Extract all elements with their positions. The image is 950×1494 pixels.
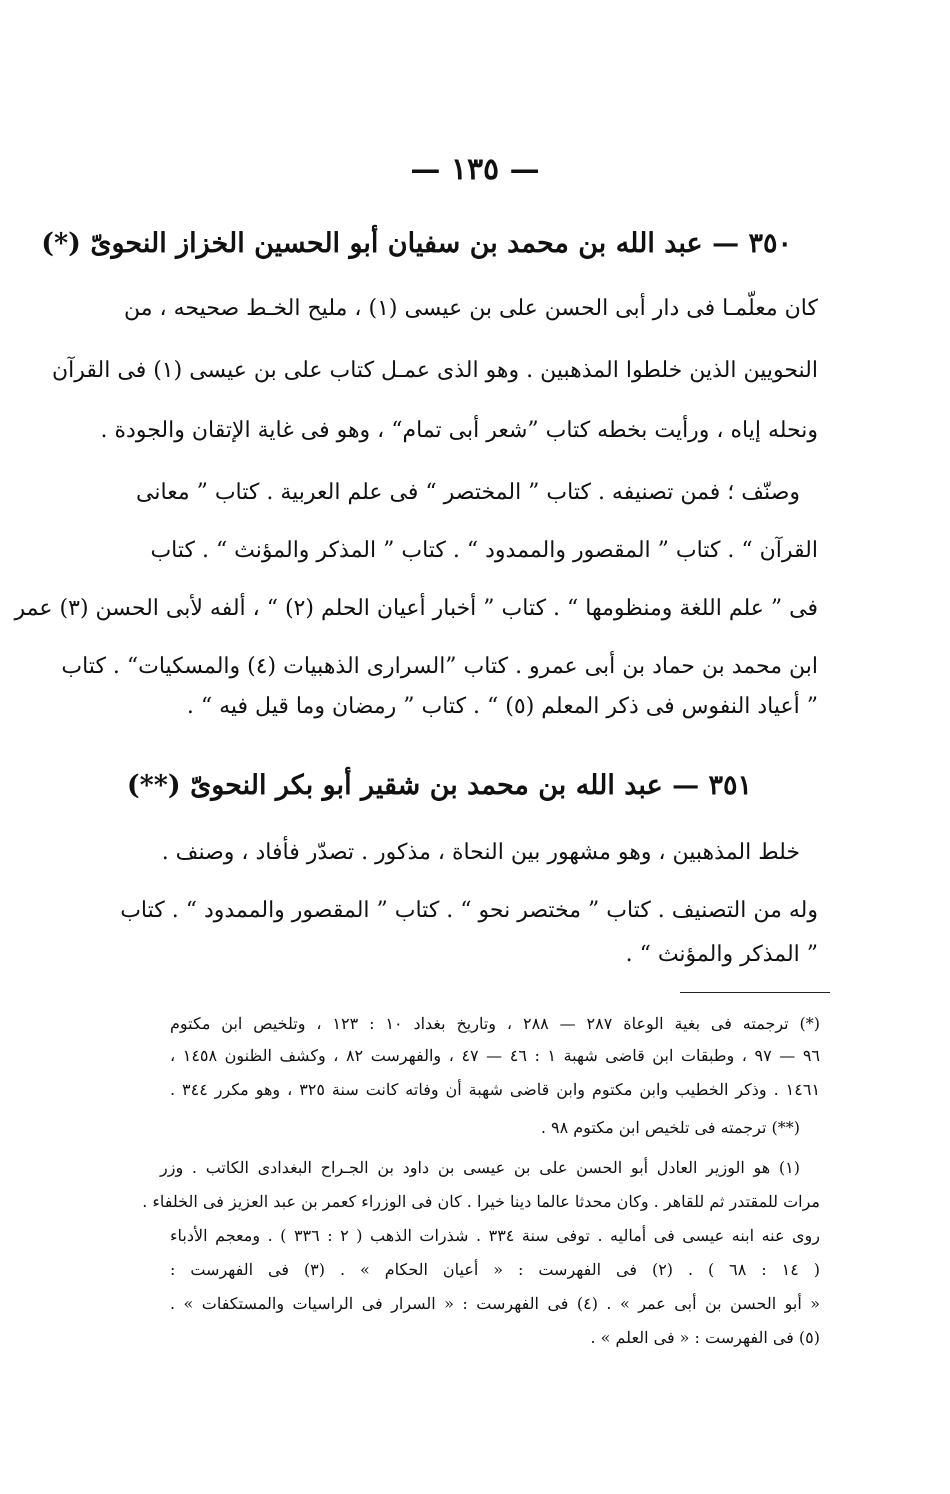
footnote-line: ١٤٦١ . وذكر الخطيب وابن مكتوم وابن قاضى شهبة أن وفاته كانت سنة ٣٢٥ ، وهو مكرر ٣٤٤ .	[170, 1080, 821, 1099]
footnote-line: ٩٦ — ٩٧ ، وطبقات ابن قاضى شهبة ١ : ٤٦ — ٤٧ ، والفهرست ٨٢ ، وكشف الظنون ١٤٥٨ ،	[170, 1046, 821, 1065]
entry-351-line: ” المذكر والمؤنث “ .	[625, 942, 818, 967]
entry-351-line: وله من التصنيف . كتاب ” مختصر نحو “ . كتاب ” المقصور والممدود “ . كتاب	[120, 898, 818, 923]
entry-350-line: كان معلّمـا فى دار أبى الحسن على بن عيسى (١) ، مليح الخـط صحيحه ، من	[124, 296, 818, 321]
entry-350-line: ابن محمد بن حماد بن أبى عمرو . كتاب ”السرارى الذهبيات (٤) والمسكيات“ . كتاب	[61, 654, 818, 679]
entry-350-line: ونحله إياه ، ورأيت بخطه كتاب ”شعر أبى تمام“ ، وهو فى غاية الإتقان والجودة .	[100, 418, 818, 443]
footnote-line: « أبو الحسن بن أبى عمر » . (٤) فى الفهرست : « السرار فى الراسيات والمستكفات » .	[170, 1294, 821, 1313]
footnote-line: مرات للمقتدر ثم للقاهر . وكان محدثا عالما دينا خيرا . كان فى الوزراء كعمر بن عبد العزيز فى الخلفاء .	[142, 1192, 820, 1211]
entry-351-line: خلط المذهبين ، وهو مشهور بين النحاة ، مذكور . تصدّر فأفاد ، وصنف .	[161, 840, 800, 865]
entry-350-title: ٣٥٠ — عبد الله بن محمد بن سفيان أبو الحسين الخزاز النحوىّ (*)	[41, 228, 792, 259]
footnote-line: ( ١٤ : ٦٨ ) . (٢) فى الفهرست : « أعيان الحكام » . (٣) فى الفهرست :	[170, 1260, 821, 1279]
footnote-line: (٥) فى الفهرست : « فى العلم » .	[590, 1328, 820, 1347]
footnote-line: (*) ترجمته فى بغية الوعاة ٢٨٧ — ٢٨٨ ، وتاريخ بغداد ١٠ : ١٢٣ ، وتلخيص ابن مكتوم	[170, 1014, 821, 1033]
footnote-line: روى عنه ابنه عيسى فى أماليه . توفى سنة ٣٣٤ . شذرات الذهب ( ٢ : ٣٣٦ ) . ومعجم الأدباء	[170, 1226, 821, 1245]
entry-350-line: وصنّف ؛ فمن تصنيفه . كتاب ” المختصر “ فى علم العربية . كتاب ” معانى	[136, 480, 800, 505]
entry-350-line: فى ” علم اللغة ومنظومها “ . كتاب ” أخبار أعيان الحلم (٢) “ ، ألفه لأبى الحسن (٣) عمر	[14, 596, 818, 621]
footnote-line: (**) ترجمته فى تلخيص ابن مكتوم ٩٨ .	[540, 1118, 800, 1137]
page-number: — ١٣٥ —	[410, 152, 540, 187]
entry-350-line: القرآن “ . كتاب ” المقصور والممدود “ . كتاب ” المذكر والمؤنث “ . كتاب	[150, 538, 818, 563]
entry-351-title: ٣٥١ — عبد الله بن محمد بن شقير أبو بكر النحوىّ (**)	[126, 770, 752, 801]
entry-350-line: النحويين الذين خلطوا المذهبين . وهو الذى عمـل كتاب على بن عيسى (١) فى القرآن	[52, 358, 818, 383]
footnote-divider	[680, 992, 830, 993]
entry-350-line: ” أعياد النفوس فى ذكر المعلم (٥) “ . كتاب ” رمضان وما قيل فيه “ .	[186, 694, 818, 719]
footnote-line: (١) هو الوزير العادل أبو الحسن على بن عيسى بن داود بن الجـراح البغدادى الكاتب . وزر	[160, 1158, 800, 1177]
